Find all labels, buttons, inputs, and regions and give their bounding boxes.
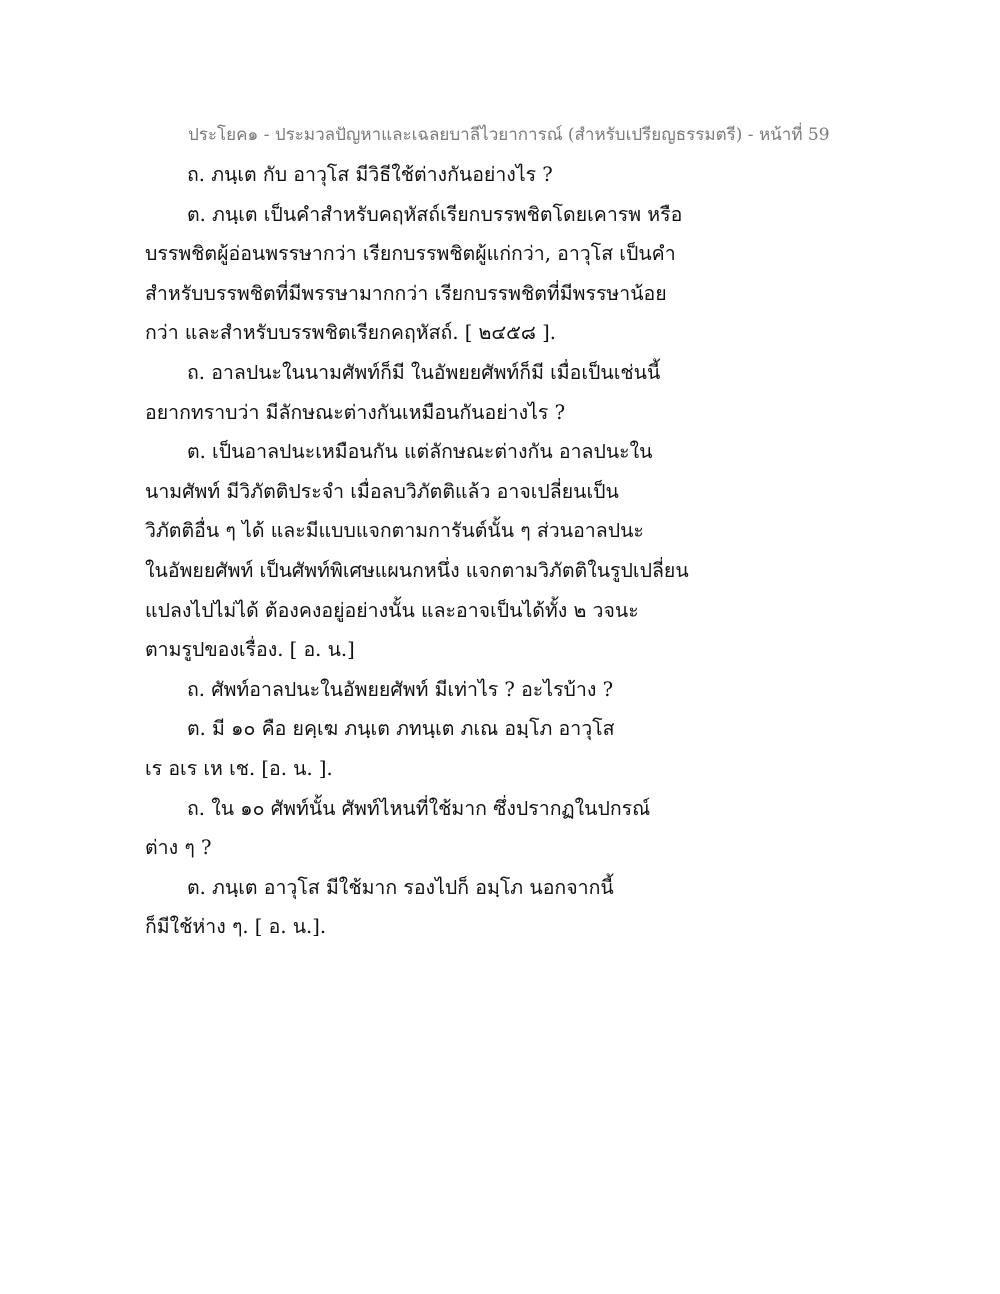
answer-line: ต. ภนฺเต เป็นคำสำหรับคฤหัสถ์เรียกบรรพชิตโดยเคารพ หรือ — [187, 202, 683, 226]
question-line: ถ. อาลปนะในนามศัพท์ก็มี ในอัพยยศัพท์ก็มี เมื่อเป็นเช่นนี้ — [187, 360, 661, 384]
text-line: อยากทราบว่า มีลักษณะต่างกันเหมือนกันอย่างไร ? — [145, 400, 566, 424]
text-line: ก็มีใช้ห่าง ๆ. [ อ. น.]. — [145, 915, 327, 939]
question-line: ถ. ภนฺเต กับ อาวุโส มีวิธีใช้ต่างกันอย่างไร ? — [187, 163, 553, 186]
question-line: ถ. ศัพท์อาลปนะในอัพยยศัพท์ มีเท่าไร ? อะไรบ้าง ? — [187, 677, 614, 701]
document-body — [145, 160, 705, 952]
text-line: นามศัพท์ มีวิภัตติประจำ เมื่อลบวิภัตติแล้ว อาจเปลี่ยนเป็น — [145, 479, 619, 503]
text-line: ต่าง ๆ ? — [145, 836, 212, 860]
text-line: กว่า และสำหรับบรรพชิตเรียกคฤหัสถ์. [ ๒๔๕๘ ]. — [145, 321, 556, 345]
text-line: สำหรับบรรพชิตที่มีพรรษามากกว่า เรียกบรรพชิตที่มีพรรษาน้อย — [145, 281, 667, 305]
text-line: วิภัตติอื่น ๆ ได้ และมีแบบแจกตามการันต์นั้น ๆ ส่วนอาลปนะ — [145, 519, 644, 543]
page-header: ประโยค๑ - ประมวลปัญหาและเฉลยบาลีไวยาการณ์ (สำหรับเปรียญธรรมตรี) - หน้าที่ 59 — [188, 125, 830, 145]
answer-line: ต. มี ๑๐ คือ ยคฺเฆ ภนฺเต ภทนฺเต ภเณ อมฺโภ อาวุโส — [187, 717, 615, 741]
text-line: แปลงไปไม่ได้ ต้องคงอยู่อย่างนั้น และอาจเป็นได้ทั้ง ๒ วจนะ — [145, 598, 639, 622]
answer-line: ต. ภนฺเต อาวุโส มีใช้มาก รองไปก็ อมฺโภ นอกจากนี้ — [187, 875, 614, 899]
text-line: ตามรูปของเรื่อง. [ อ. น.] — [145, 638, 355, 662]
text-line: ในอัพยยศัพท์ เป็นศัพท์พิเศษแผนกหนึ่ง แจกตามวิภัตติในรูปเปลี่ยน — [145, 558, 689, 582]
text-line: เร อเร เห เช. [อ. น. ]. — [145, 756, 333, 780]
question-line: ถ. ใน ๑๐ ศัพท์นั้น ศัพท์ไหนที่ใช้มาก ซึ่งปรากฏในปกรณ์ — [187, 796, 651, 820]
answer-line: ต. เป็นอาลปนะเหมือนกัน แต่ลักษณะต่างกัน อาลปนะใน — [187, 440, 653, 464]
text-line: บรรพชิตผู้อ่อนพรรษากว่า เรียกบรรพชิตผู้แก่กว่า, อาวุโส เป็นคำ — [145, 242, 676, 266]
